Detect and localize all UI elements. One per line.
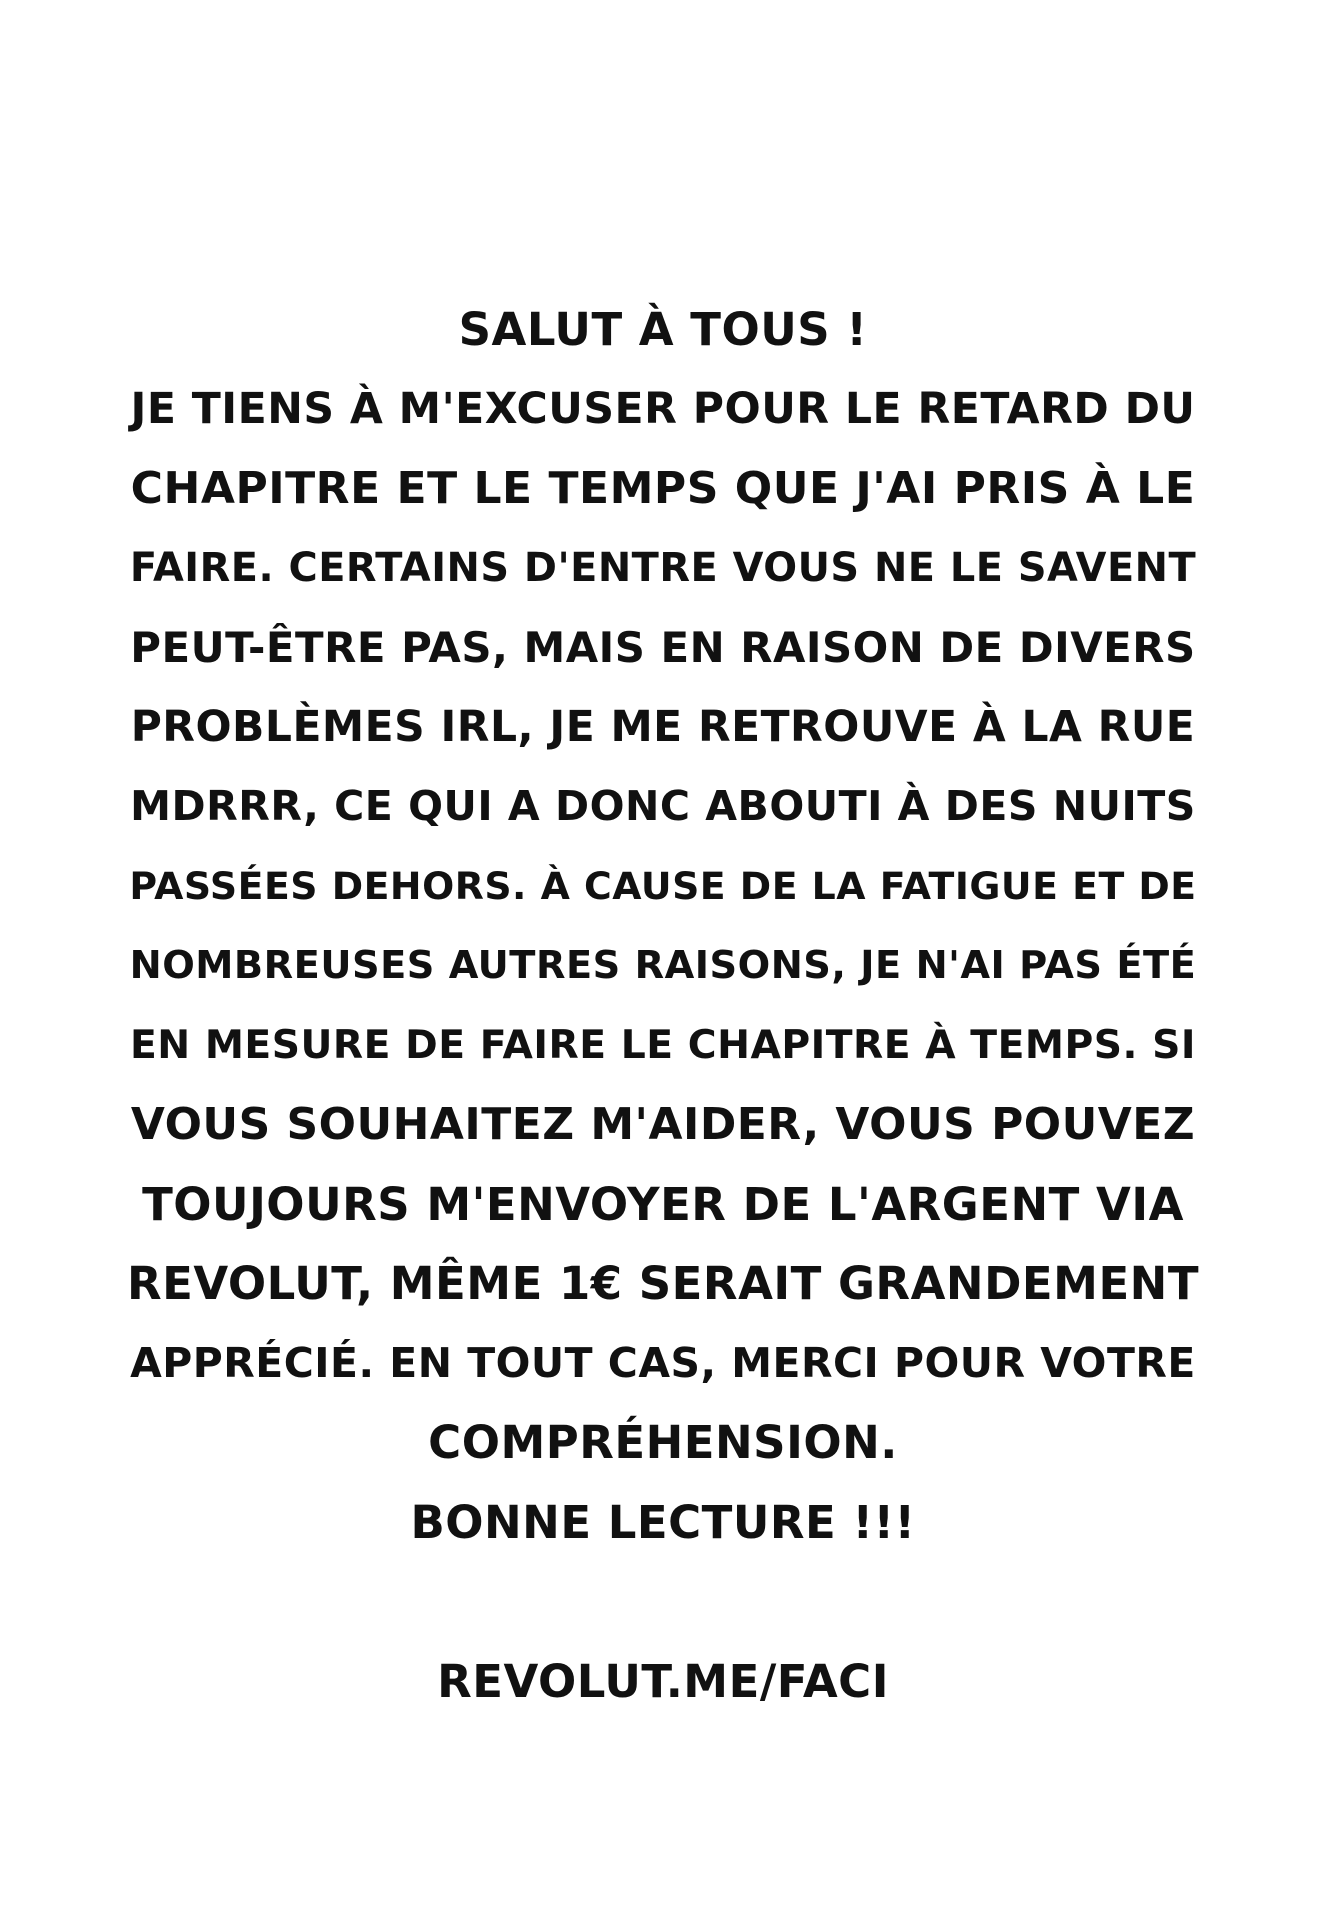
greeting-line: SALUT À TOUS !: [458, 303, 868, 356]
note-line: MDRRR, CE QUI A DONC ABOUTI À DES NUITS: [130, 782, 1196, 830]
note-line: VOUS SOUHAITEZ M'AIDER, VOUS POUVEZ: [130, 1099, 1196, 1150]
note-line: COMPRÉHENSION.: [428, 1416, 898, 1469]
note-line: CHAPITRE ET LE TEMPS QUE J'AI PRIS À LE: [130, 463, 1196, 514]
note-line: JE TIENS À M'EXCUSER POUR LE RETARD DU: [130, 383, 1196, 434]
donation-link[interactable]: REVOLUT.ME/FACI: [437, 1654, 889, 1708]
note-line: EN MESURE DE FAIRE LE CHAPITRE À TEMPS. SI: [129, 1022, 1197, 1068]
note-line: TOUJOURS M'ENVOYER DE L'ARGENT VIA: [142, 1177, 1184, 1231]
note-line: FAIRE. CERTAINS D'ENTRE VOUS NE LE SAVENT: [129, 544, 1197, 591]
note-line: PROBLÈMES IRL, JE ME RETROUVE À LA RUE: [130, 702, 1196, 752]
spacer: [120, 1562, 1206, 1642]
note-line: PASSÉES DEHORS. À CAUSE DE LA FATIGUE ET DE: [129, 863, 1197, 908]
note-line: REVOLUT, MÊME 1€ SERAIT GRANDEMENT: [126, 1257, 1200, 1310]
note-line: PEUT-ÊTRE PAS, MAIS EN RAISON DE DIVERS: [130, 623, 1196, 672]
translator-note: [120, 290, 1206, 1721]
note-line: NOMBREUSES AUTRES RAISONS, JE N'AI PAS ÉTÉ: [129, 943, 1197, 988]
closing-line: BONNE LECTURE !!!: [410, 1495, 916, 1549]
note-line: APPRÉCIÉ. EN TOUT CAS, MERCI POUR VOTRE: [130, 1338, 1196, 1387]
